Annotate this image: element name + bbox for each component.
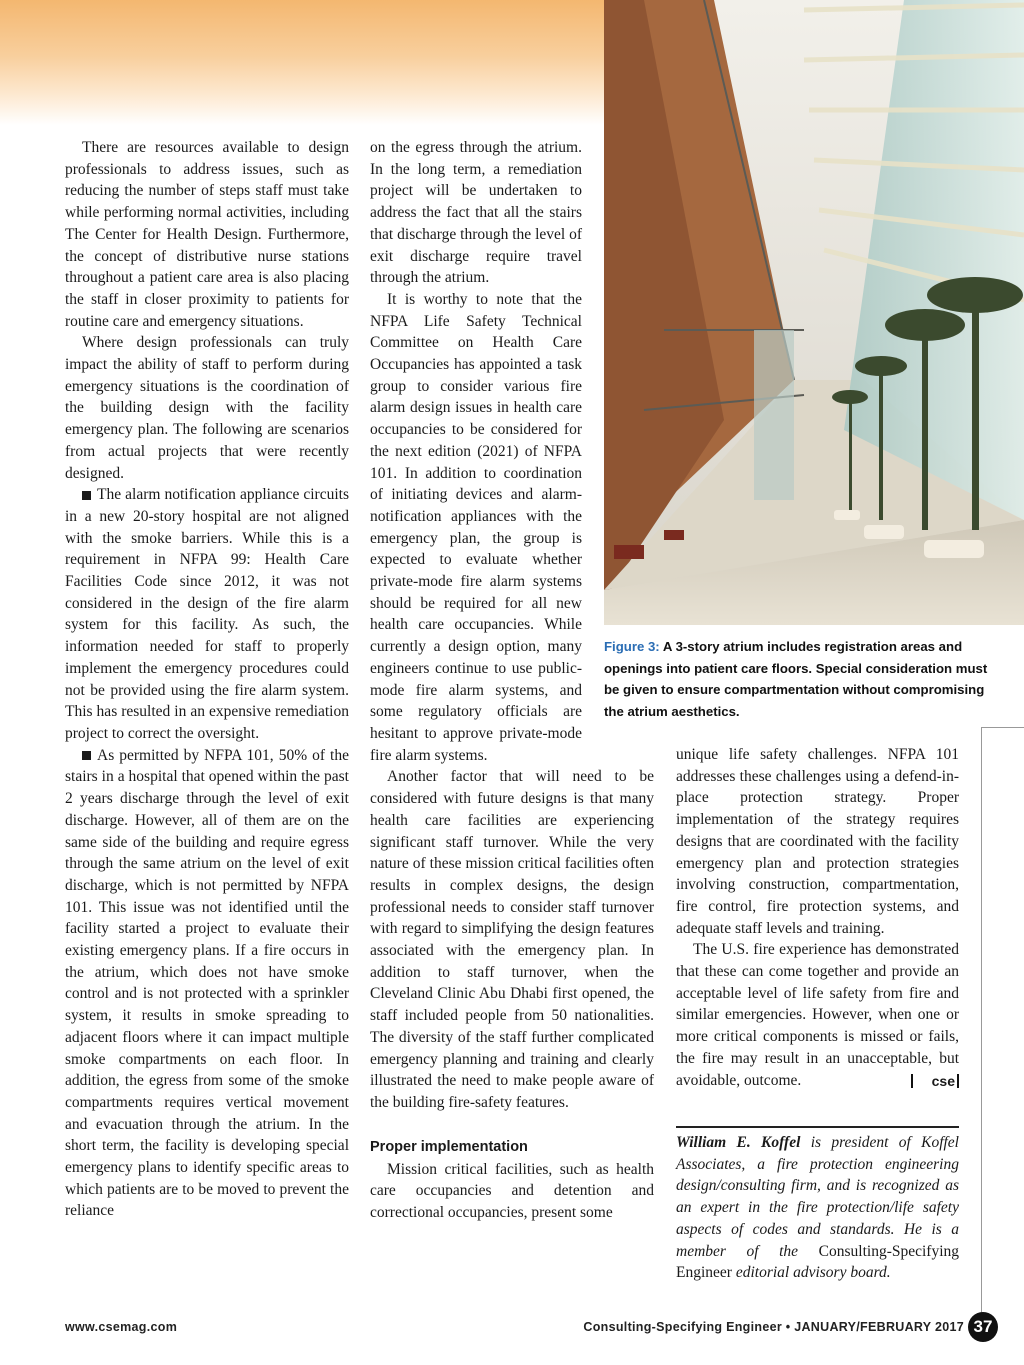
atrium-photo bbox=[604, 0, 1024, 625]
bullet-square-icon bbox=[82, 491, 91, 500]
footer-website[interactable]: www.csemag.com bbox=[65, 1320, 178, 1334]
footer-publication: Consulting-Specifying Engineer • JANUARY/FEBRUARY 2017 bbox=[583, 1320, 964, 1334]
bio-text-end: editorial advisory board. bbox=[735, 1264, 891, 1282]
author-bio bbox=[676, 1132, 959, 1284]
bullet-paragraph bbox=[65, 484, 349, 744]
paragraph: It is worthy to note that the NFPA Life Safety Technical Committee on Health Care Occupancies has appointed a task group to consider various fire alarm design issues in health care occupancies to be considered for the next edition (2021) of NFPA 101. In addition to coordination of initiating devices and alarm-notification appliances with the emergency plan, the group is expected to evaluate whether private-mode fire alarm systems should be required for all new health care occupancies. While currently a design option, many engineers continue to use public-mode fire alarm systems, and some regulatory officials are hesitant to approve private-mode fire alarm systems. bbox=[370, 290, 582, 764]
paragraph: Another factor that will need to be considered with future designs is that many health care facilities are experiencing significant staff turnover. While the very nature of these mission critical facilities often results in complex designs, the design professional needs to consider staff turnover with regard to simplifying the design features associated with the emergency plan. In addition to staff turnover, when the Cleveland Clinic Abu Dhabi first opened, the staff included people from 50 nationalities. The diversity of the staff further complicated emergency planning and training and clearly illustrated the need to make people aware of the building fire-safety features. bbox=[370, 768, 654, 1111]
article-column-1 bbox=[65, 137, 349, 1222]
author-name: William E. Koffel bbox=[676, 1134, 801, 1151]
bullet-square-icon bbox=[82, 751, 91, 760]
bullet-paragraph bbox=[65, 745, 349, 1222]
bullet-text: The alarm notification appliance circuits in a new 20-story hospital are not aligned with the smoke barriers. While this is a requirement in NFPA 99: Health Care Facilities Code since 2012, it was not considered in the design of the fire alarm system for this facility. As such, the information needed for staff to properly implement the emergency procedures could not be provided using the fire alarm system. This has resulted in an expensive remediation project to correct the oversight. bbox=[65, 486, 349, 742]
column-2-narrow-block bbox=[370, 137, 582, 766]
bio-divider bbox=[676, 1126, 959, 1128]
caption-text: A 3-story atrium includes registration areas and openings into patient care floors. Special consideration must be given to ensure compartmentation without compromising the atrium aesthetics. bbox=[604, 639, 988, 719]
article-column-3 bbox=[676, 744, 959, 1091]
bullet-text: As permitted by NFPA 101, 50% of the stairs in a hospital that opened within the past 2 years discharge through the level of exit discharge. However, all of them are on the same side of the building and require egress through the same atrium on the level of exit discharge, which is not permitted by NFPA 101. This issue was not identified until the facility started a project to evaluate their existing emergency plans. If a fire occurs in the atrium, which does not have smoke control and is not protected with a sprinkler system, it results in smoke spreading to adjacent floors where it can impact multiple smoke compartments on each floor. In addition, the egress from some of the smoke compartments requires vertical movement and evacuation through the atrium. In the short term, the facility is developing special emergency plans to identify specific areas to which patients are to be moved to prevent the reliance bbox=[65, 746, 349, 1220]
figure-label: Figure 3: bbox=[604, 639, 660, 654]
paragraph: There are resources available to design professionals to address issues, such as reducing the number of steps staff must take while performing normal activities, including The Center for Health Design. Furthermore, the concept of distributive nurse stations throughout a patient care area is also placing the staff in closer proximity to patients for routine care and emergency situations. bbox=[65, 139, 349, 330]
sidebar-rule-top bbox=[981, 727, 1024, 728]
section-heading: Proper implementation bbox=[370, 1138, 528, 1155]
paragraph bbox=[676, 939, 959, 1091]
paragraph: Where design professionals can truly impact the ability of staff to perform during emergency situations is the coordination of the building design with the facility emergency plan. The following are scenarios from actual projects that were recently designed. bbox=[65, 334, 349, 482]
paragraph-text: The U.S. fire experience has demonstrated that these can come together and provide an acceptable level of life safety from fire and similar emergencies. However, when one or more critical components is missed or fails, the fire may result in an unacceptable, but avoidable, outcome. bbox=[676, 941, 959, 1089]
cse-end-mark: cse bbox=[911, 1074, 959, 1088]
atrium-illustration bbox=[604, 0, 1024, 625]
sidebar-rule-vertical bbox=[981, 727, 982, 1327]
paragraph: unique life safety challenges. NFPA 101 addresses these challenges using a defend-in-place protection strategy. Proper implementation of the strategy requires designs that are coordinated with the facility emergency plan and protection strategies involving construction, compartmentation, fire control, fire protection systems, and adequate staff levels and training. bbox=[676, 746, 959, 937]
paragraph: Mission critical facilities, such as health care occupancies and detention and correctional occupancies, present some bbox=[370, 1160, 654, 1222]
bio-text: is president of Koffel Associates, a fire protection engineering design/consulting firm, and is recognized as an expert in the fire protection/life safety aspects of codes and standards. He is a member of the bbox=[676, 1134, 959, 1260]
page-number-badge: 37 bbox=[968, 1312, 998, 1342]
paragraph: on the egress through the atrium. In the long term, a remediation project will be undertaken to address the fact that all the stairs that discharge through the level of exit discharge require travel through the atrium. bbox=[370, 139, 582, 287]
figure-caption bbox=[604, 636, 1002, 722]
publication-name: Consulting-Specifying Engineer bbox=[676, 1242, 960, 1282]
header-gradient-band bbox=[0, 0, 604, 125]
